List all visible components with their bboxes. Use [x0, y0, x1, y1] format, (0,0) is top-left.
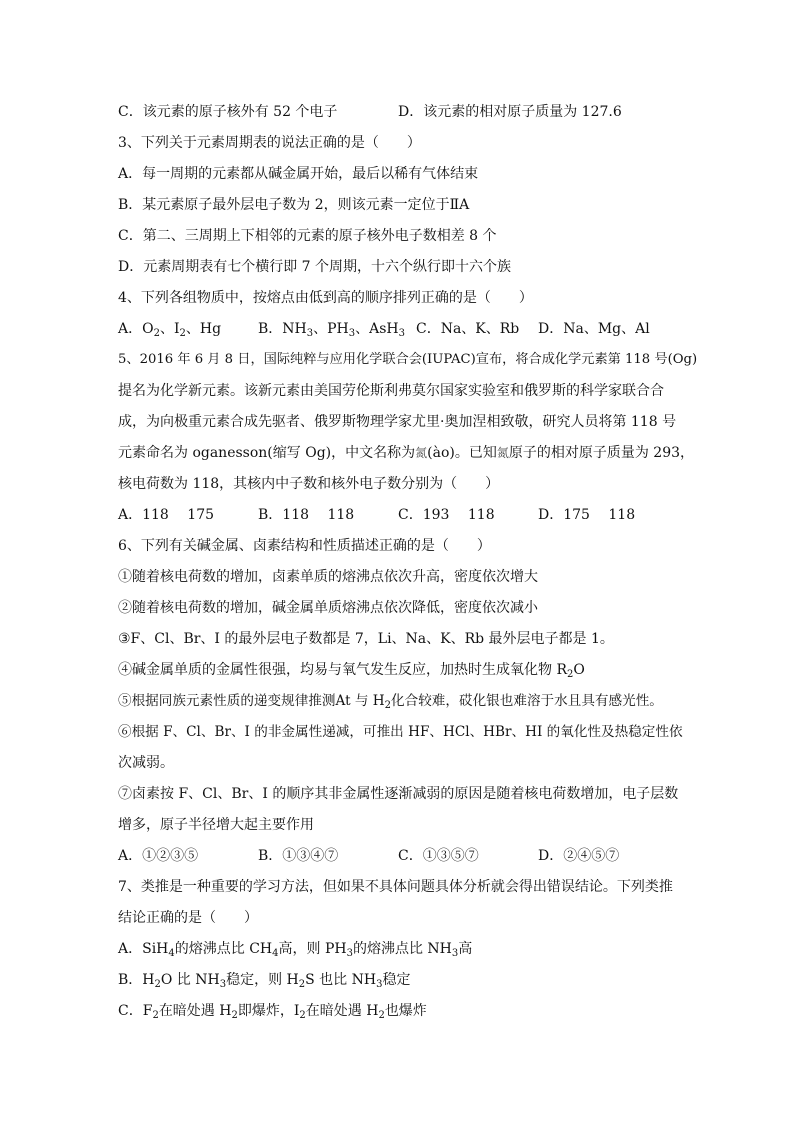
- q3-option-d: D．元素周期表有七个横行即 7 个周期，十六个纵行即十六个族: [118, 259, 512, 275]
- q6-statement-7a: ⑦卤素按 F、Cl、Br、I 的顺序其非金属性逐渐减弱的原因是随着核电荷数增加，电子层数: [118, 786, 679, 802]
- q6-option-c: C．①③⑤⑦: [398, 848, 479, 864]
- q4-stem: 4、下列各组物质中，按熔点由低到高的顺序排列正确的是（ ）: [118, 290, 533, 306]
- q2-option-d: D．该元素的相对原子质量为 127.6: [398, 104, 622, 120]
- q6-statement-6b: 次减弱。: [118, 755, 174, 771]
- q5-line-4: [118, 443, 695, 463]
- q6-statement-3: ③F、Cl、Br、I 的最外层电子数都是 7，Li、Na、K、Rb 最外层电子都是 1。: [118, 631, 614, 647]
- q4-option-a: A．$O_2$、$I_2$、Hg: [118, 321, 222, 339]
- q6-statement-1: ①随着核电荷数的增加，卤素单质的熔沸点依次升高，密度依次增大: [118, 569, 538, 585]
- og-glyph-2: 氮: [496, 446, 509, 460]
- q7-stem-1: 7、类推是一种重要的学习方法，但如果不具体问题具体分析就会得出错误结论。下列类推: [118, 879, 673, 895]
- q6-statement-4: ④碱金属单质的金属性很强，均易与氧气发生反应，加热时生成氧化物 $R_2O$: [118, 662, 585, 680]
- q3-option-a: A．每一周期的元素都从碱金属开始，最后以稀有气体结束: [118, 166, 479, 182]
- q5-line-1: 5、2016 年 6 月 8 日，国际纯粹与应用化学联合会(IUPAC)宣布，将合成化学元素第 118 号(Og): [118, 352, 698, 367]
- q7-option-c: C．$F_2$在暗处遇 $H_2$即爆炸，$I_2$在暗处遇 $H_2$也爆炸: [118, 1003, 427, 1021]
- q5-line-2: 提名为化学新元素。该新元素由美国劳伦斯利弗莫尔国家实验室和俄罗斯的科学家联合合: [118, 383, 664, 399]
- q6-statement-5: ⑤根据同族元素性质的递变规律推测At 与 $H_2$化合较难，砹化银也难溶于水且具有感光性。: [118, 693, 663, 711]
- q5-option-a: A．118 175: [118, 507, 215, 523]
- q3-option-c: C．第二、三周期上下相邻的元素的原子核外电子数相差 8 个: [118, 228, 497, 244]
- og-glyph: 氮: [415, 446, 428, 460]
- q4-option-d: D．Na、Mg、Al: [538, 321, 650, 337]
- q4-option-c: C．Na、K、Rb: [416, 321, 520, 337]
- q6-statement-7b: 增多，原子半径增大起主要作用: [118, 817, 314, 833]
- q5-option-c: C．193 118: [398, 507, 495, 523]
- q6-statement-6a: ⑥根据 F、Cl、Br、I 的非金属性递减，可推出 HF、HCl、HBr、HI 的氧化性及热稳定性依: [118, 724, 683, 740]
- q7-option-b: B．$H_2O$ 比 $NH_3$稳定，则 $H_2S$ 也比 $NH_3$稳定: [118, 972, 411, 990]
- q5-line-3: 成，为向极重元素合成先驱者、俄罗斯物理学家尤里·奥加涅相致敬，研究人员将第 118 号: [118, 414, 677, 430]
- q6-stem: 6、下列有关碱金属、卤素结构和性质描述正确的是（ ）: [118, 538, 491, 554]
- q4-option-b: B．$NH_3$、$PH_3$、AsH$_3$: [258, 321, 406, 339]
- q6-statement-2: ②随着核电荷数的增加，碱金属单质熔沸点依次降低，密度依次减小: [118, 600, 538, 616]
- q2-option-c: C．该元素的原子核外有 52 个电子: [118, 104, 338, 120]
- q6-option-d: D．②④⑤⑦: [538, 848, 620, 864]
- q5-line-5: 核电荷数为 118，其核内中子数和核外电子数分别为（ ）: [118, 476, 500, 492]
- q7-stem-2: 结论正确的是（ ）: [118, 910, 258, 926]
- q5-option-d: D．175 118: [538, 507, 636, 523]
- q5-line-4-part-c: 原子的相对原子质量为 293，: [508, 445, 695, 461]
- q3-option-b: B．某元素原子最外层电子数为 2，则该元素一定位于ⅡA: [118, 197, 470, 213]
- q5-line-4-part-b: (ào)。已知: [427, 445, 497, 461]
- q6-option-a: A．①②③⑤: [118, 848, 199, 864]
- q3-stem: 3、下列关于元素周期表的说法正确的是（ ）: [118, 135, 421, 151]
- q5-option-b: B．118 118: [258, 507, 355, 523]
- q6-option-b: B．①③④⑦: [258, 848, 339, 864]
- q5-line-4-part-a: 元素命名为 oganesson(缩写 Og)，中文名称为: [118, 445, 416, 461]
- q7-option-a: A．SiH$_4$的熔沸点比 $CH_4$高，则 $PH_3$的熔沸点比 $NH_3$高: [118, 941, 473, 959]
